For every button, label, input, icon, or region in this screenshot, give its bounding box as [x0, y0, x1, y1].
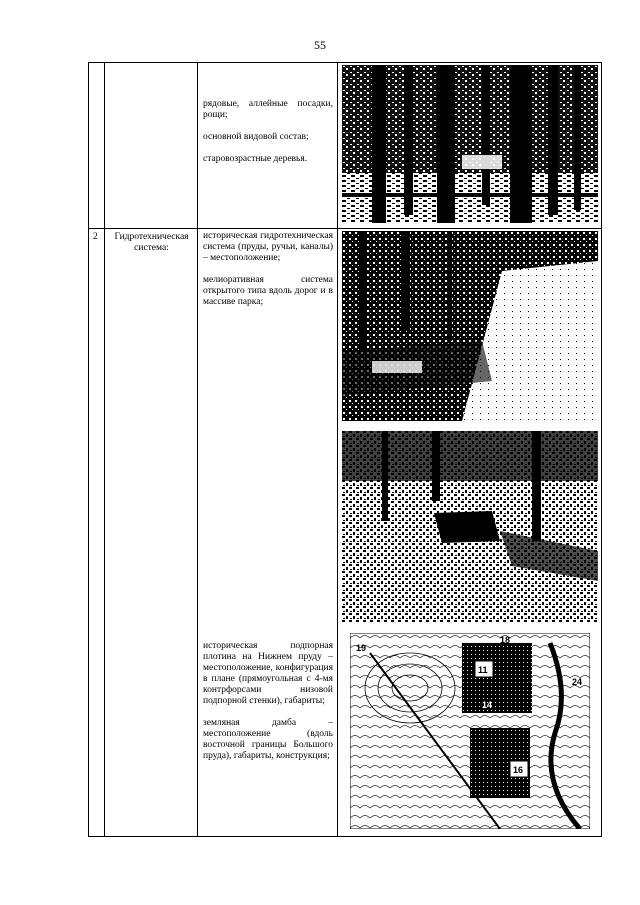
description-paragraph: историческая подпорная плотина на Нижнем пруду – местоположение, конфигурация в плане (прямоугольная с 4-мя контрфорсами низовой подпорной стенки), габариты; [203, 641, 333, 706]
photo-cell [338, 229, 602, 837]
description-paragraph: рядовые, аллейные посадки, рощи; [203, 99, 333, 120]
table-row [89, 63, 602, 229]
map-label: 24 [571, 677, 582, 687]
site-plan-map [350, 633, 590, 829]
monument-elements-table [88, 62, 602, 837]
description-paragraph: мелиоративная система открытого типа вдоль дорог и в массиве парка; [203, 275, 333, 307]
culvert-photo [342, 431, 598, 623]
row-number-cell: 2 [89, 229, 105, 837]
map-label: 16 [512, 765, 523, 775]
description-paragraph: основной видовой состав; [203, 132, 309, 142]
snowy-path-photo [342, 231, 598, 421]
element-name-cell: Гидротехническая система: [105, 229, 198, 837]
page-number: 55 [314, 38, 326, 52]
element-name-cell [105, 63, 198, 229]
map-label: 18 [499, 635, 510, 645]
element-description-cell [198, 63, 338, 229]
row-number-cell [89, 63, 105, 229]
map-label: 19 [355, 643, 366, 653]
description-paragraph: историческая гидротехническая система (пруды, ручьи, каналы) – местоположение; [203, 231, 333, 263]
element-description-cell [198, 229, 338, 837]
description-paragraph: старовозрастные деревья. [203, 154, 308, 164]
map-label: 14 [481, 700, 492, 710]
table-row [89, 229, 602, 837]
forest-photo [342, 65, 598, 223]
photo-cell [338, 63, 602, 229]
description-paragraph: земляная дамба – местоположение (вдоль восточной границы Большого пруда), габариты, конструкция; [203, 718, 333, 761]
map-label: 11 [477, 665, 488, 675]
